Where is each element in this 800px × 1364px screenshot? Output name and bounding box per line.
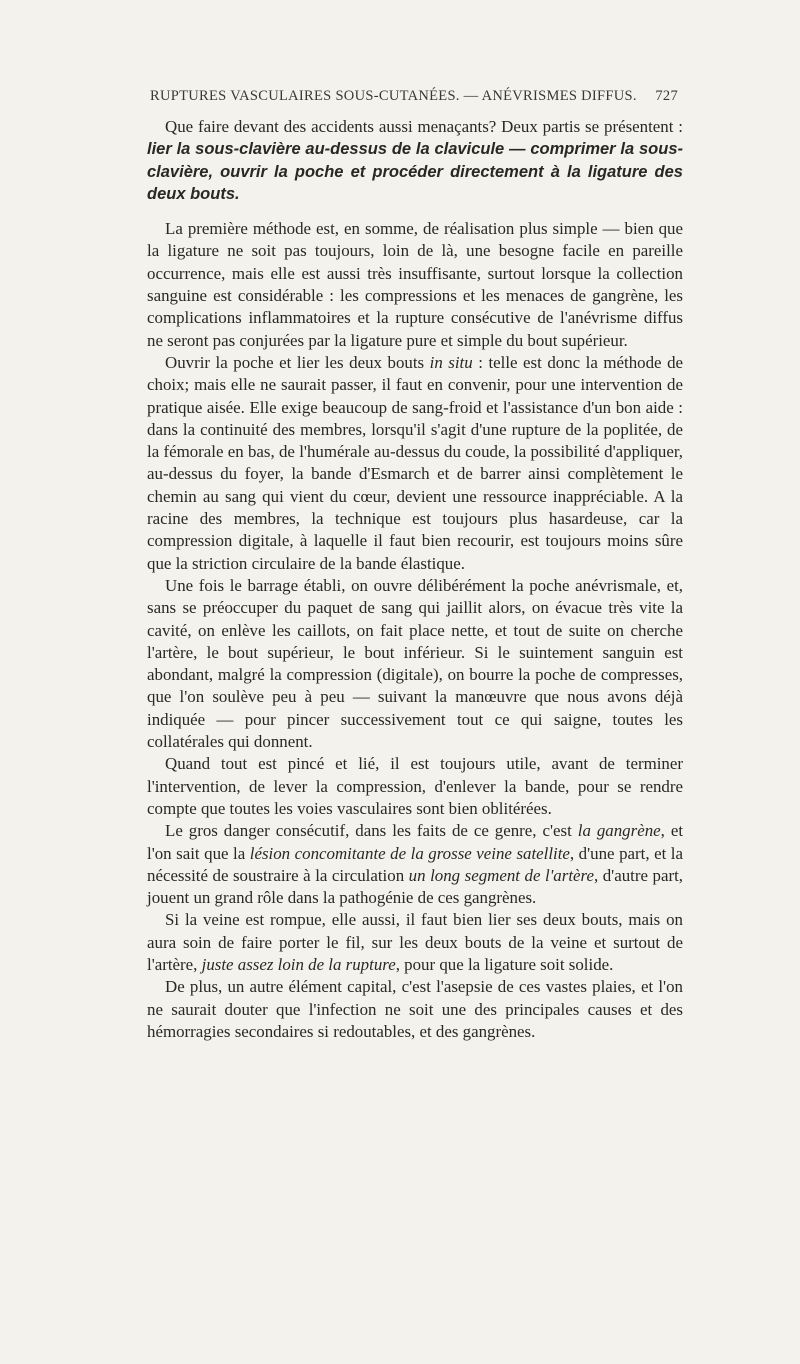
- paragraph-3-rest: : telle est donc la méthode de choix; mais elle ne saurait passer, il faut en convenir, pour une intervention de pratique aisée. Elle exige beaucoup de sang-froid et l'assistance d'un bon aide : dans la continuité des membres, lorsqu'il s'agit d'une rupture de la poplitée, de la fémorale en bas, de l'humérale au-dessus du coude, la possibilité d'appliquer, au-dessus du foyer, la bande d'Esmarch et de barrer ainsi complètement le chemin au sang qui vient du cœur, devient une ressource inappréciable. A la racine des membres, la technique est toujours plus hasardeuse, car la compression digitale, à laquelle il faut bien recourir, est toujours moins sûre que la striction circulaire de la bande élastique.: [147, 352, 684, 573]
- paragraph-7-b: , pour que la ligature soit solide.: [395, 954, 614, 974]
- paragraph-1: [147, 116, 683, 205]
- paragraph-1-lead: Que faire devant des accidents aussi menaçants? Deux partis se présentent :: [165, 117, 683, 136]
- paragraph-8: De plus, un autre élément capital, c'est l'asepsie de ces vastes plaies, et l'on ne saurait douter que l'infection ne soit une des principales causes et des hémorragies secondaires si redoutables, et des gangrènes.: [147, 977, 683, 1041]
- running-header: [150, 88, 678, 105]
- paragraph-3-lead: Ouvrir la poche et lier les deux bouts: [165, 352, 430, 372]
- paragraph-6: [147, 820, 683, 909]
- paragraph-4: Une fois le barrage établi, on ouvre délibérément la poche anévrismale, et, sans se préoccuper du paquet de sang qui jaillit alors, on évacue très vite la cavité, on enlève les caillots, on fait place nette, et tout de suite on cherche l'artère, le bout supérieur, le bout inférieur. Si le suintement sanguin est abondant, malgré la compression (digitale), on bourre la poche de compresses, que l'on soulève peu à peu — suivant la manœuvre que nous avons déjà indiquée — pour pincer successivement tout ce qui saigne, toutes les collatérales qui donnent.: [147, 575, 683, 752]
- paragraph-6-b: , et l'on sait que la: [147, 821, 684, 863]
- paragraph-7-a: Si la veine est rompue, elle aussi, il faut bien lier ses deux bouts, mais on aura soin de faire porter le fil, sur les deux bouts de la veine et surtout de l'artère,: [147, 910, 683, 974]
- paragraph-1-bold-options: lier la sous-clavière au-dessus de la clavicule — comprimer la sous-clavière, ouvrir la poche et procéder directement à la ligature des deux bouts.: [147, 140, 683, 203]
- running-title: RUPTURES VASCULAIRES SOUS-CUTANÉES. — ANÉVRISMES DIFFUS.: [150, 88, 637, 104]
- paragraph-6-c: , d'une part, et la nécessité de soustraire à la circulation: [147, 843, 683, 885]
- paragraph-7-italic: juste assez loin de la rupture: [201, 954, 396, 974]
- paragraph-5: Quand tout est pincé et lié, il est toujours utile, avant de terminer l'intervention, de lever la compression, d'enlever la bande, pour se rendre compte que toutes les voies vasculaires sont bien oblitérées.: [147, 754, 683, 818]
- paragraph-6-a: Le gros danger consécutif, dans les faits de ce genre, c'est: [165, 821, 578, 841]
- paragraph-3-italic: in situ: [429, 352, 473, 372]
- paragraph-2: La première méthode est, en somme, de réalisation plus simple — bien que la ligature ne soit pas toujours, loin de là, une besogne facile en pareille occurrence, mais elle est aussi très insuffisante, surtout lorsque la collection sanguine est considérable : les compressions et les menaces de gangrène, les complications inflammatoires et la rupture consécutive de l'anévrisme diffus ne seront pas conjurées par la ligature pure et simple du bout supérieur.: [147, 219, 683, 350]
- paragraph-7: [147, 909, 683, 976]
- paragraph-6-italic-2: lésion concomitante de la grosse veine satellite: [249, 843, 570, 863]
- paragraph-3: [147, 352, 683, 575]
- paragraph-6-d: , d'autre part, jouent un grand rôle dans la pathogénie de ces gangrènes.: [147, 865, 683, 908]
- paragraph-6-italic-3: un long segment de l'artère: [408, 865, 594, 885]
- page-number: 727: [655, 88, 678, 104]
- page-body: [147, 116, 683, 1043]
- paragraph-6-italic-1: la gangrène: [577, 821, 661, 841]
